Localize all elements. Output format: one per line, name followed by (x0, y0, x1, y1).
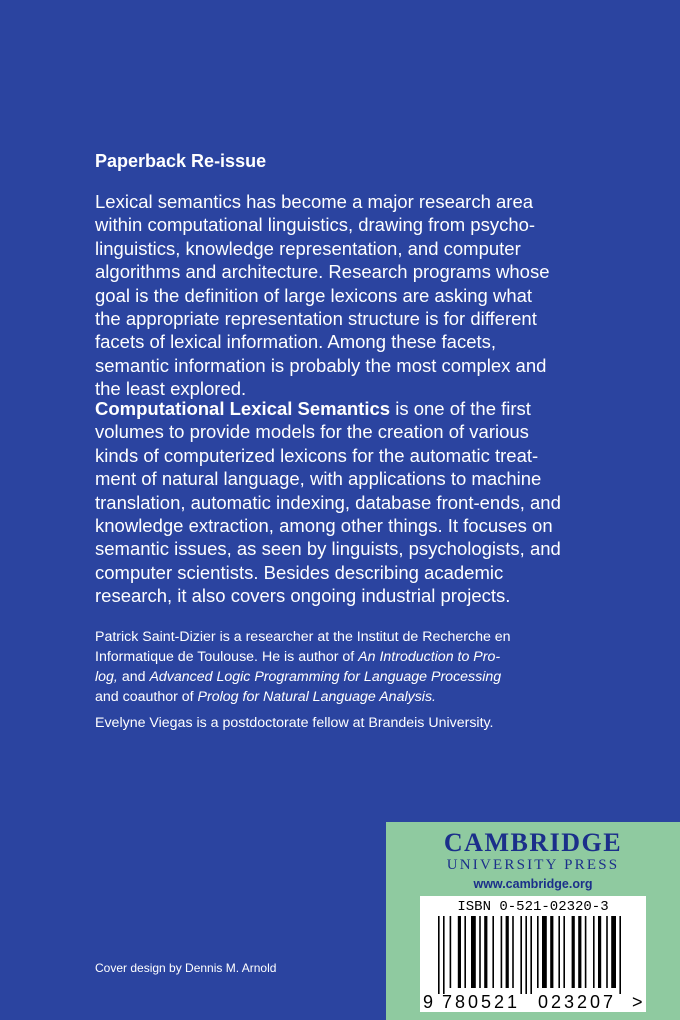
text-line: translation, automatic indexing, database front-ends, and (95, 491, 561, 513)
text-fragment: and coauthor of (95, 689, 198, 705)
barcode-bar (619, 916, 621, 994)
barcode-group-2: 023207 (538, 992, 617, 1012)
isbn-number: ISBN 0-521-02320-3 (457, 899, 609, 915)
text-line: the least explored. (95, 378, 247, 400)
text-line: computer scientists. Besides describing academic (95, 561, 504, 583)
text-fragment: Informatique de Toulouse. He is author of (95, 649, 359, 665)
text-fragment: and (117, 669, 150, 685)
book-title: Prolog for Natural Language Analysis. (197, 689, 436, 705)
barcode-bar (512, 916, 514, 988)
book-title: Advanced Logic Programming for Language Processing (149, 669, 502, 685)
text-line: within computational linguistics, drawing from psycho- (95, 214, 536, 236)
barcode-bar (450, 916, 452, 988)
barcode-bar (525, 916, 527, 994)
text-line: linguistics, knowledge representation, and computer (95, 237, 521, 259)
barcode-bar (484, 916, 487, 988)
text-line: the appropriate representation structure is for different (95, 308, 537, 330)
barcode-lead-digit: 9 (423, 992, 434, 1012)
barcode-bar (464, 916, 466, 988)
text-line: facets of lexical information. Among these facets, (95, 331, 497, 353)
barcode-bar (542, 916, 547, 988)
barcode-bar (558, 916, 560, 988)
author-bio-1 (95, 627, 615, 707)
barcode-group-1: 780521 (442, 992, 521, 1012)
text-line: research, it also covers ongoing industrial projects. (95, 585, 511, 607)
barcode-bar (443, 916, 445, 994)
description-paragraph-1 (95, 190, 635, 401)
text-line: goal is the definition of large lexicons are asking what (95, 284, 533, 306)
description-paragraph-2 (95, 397, 635, 608)
text-line: Patrick Saint-Dizier is a researcher at the Institut de Recherche en (95, 629, 511, 645)
barcode-bar (520, 916, 522, 994)
barcode-bar (471, 916, 476, 988)
text-line: algorithms and architecture. Research programs whose (95, 261, 550, 283)
publisher-panel (386, 822, 680, 1020)
text-line (95, 667, 615, 687)
section-heading: Paperback Re-issue (95, 151, 267, 171)
barcode-bar (537, 916, 539, 988)
cover-credit: Cover design by Dennis M. Arnold (95, 961, 277, 975)
barcode-bar (563, 916, 565, 988)
book-title: An Introduction to Pro- (358, 649, 501, 665)
text-fragment: is one of the first (390, 398, 531, 419)
barcode-bars (420, 916, 646, 994)
text-line: knowledge extraction, among other things. It focuses on (95, 515, 553, 537)
text-line: volumes to provide models for the creation of various (95, 421, 529, 443)
barcode-bar (585, 916, 587, 988)
text-line: kinds of computerized lexicons for the automatic treat- (95, 444, 539, 466)
barcode-bar (501, 916, 503, 988)
publisher-url: www.cambridge.org (473, 877, 593, 891)
text-line: ment of natural language, with applications to machine (95, 468, 542, 490)
barcode-bar (530, 916, 532, 994)
barcode-bar (598, 916, 601, 988)
barcode-bar (593, 916, 595, 988)
barcode-bar (550, 916, 553, 988)
barcode-bar (506, 916, 509, 988)
barcode-bar (578, 916, 581, 988)
author-bio-2: Evelyne Viegas is a postdoctorate fellow at Brandeis University. (95, 715, 494, 731)
text-line (95, 397, 635, 420)
publisher-subtitle: UNIVERSITY PRESS (446, 857, 620, 873)
book-title: Computational Lexical Semantics (95, 398, 391, 419)
barcode-arrow: > (632, 992, 643, 1012)
barcode-bar (492, 916, 494, 988)
barcode-bar (479, 916, 481, 988)
text-line (95, 647, 615, 667)
text-line: semantic information is probably the most complex and (95, 354, 547, 376)
barcode-bar (606, 916, 608, 988)
barcode (420, 896, 646, 1012)
barcode-bar (611, 916, 616, 988)
text-line: Lexical semantics has become a major research area (95, 191, 534, 212)
text-line (95, 687, 615, 707)
book-title: log, (95, 669, 118, 685)
text-line: semantic issues, as seen by linguists, psychologists, and (95, 538, 561, 560)
barcode-bar (438, 916, 440, 994)
barcode-bar (572, 916, 575, 988)
barcode-bar (458, 916, 461, 988)
publisher-name: CAMBRIDGE (443, 828, 623, 857)
